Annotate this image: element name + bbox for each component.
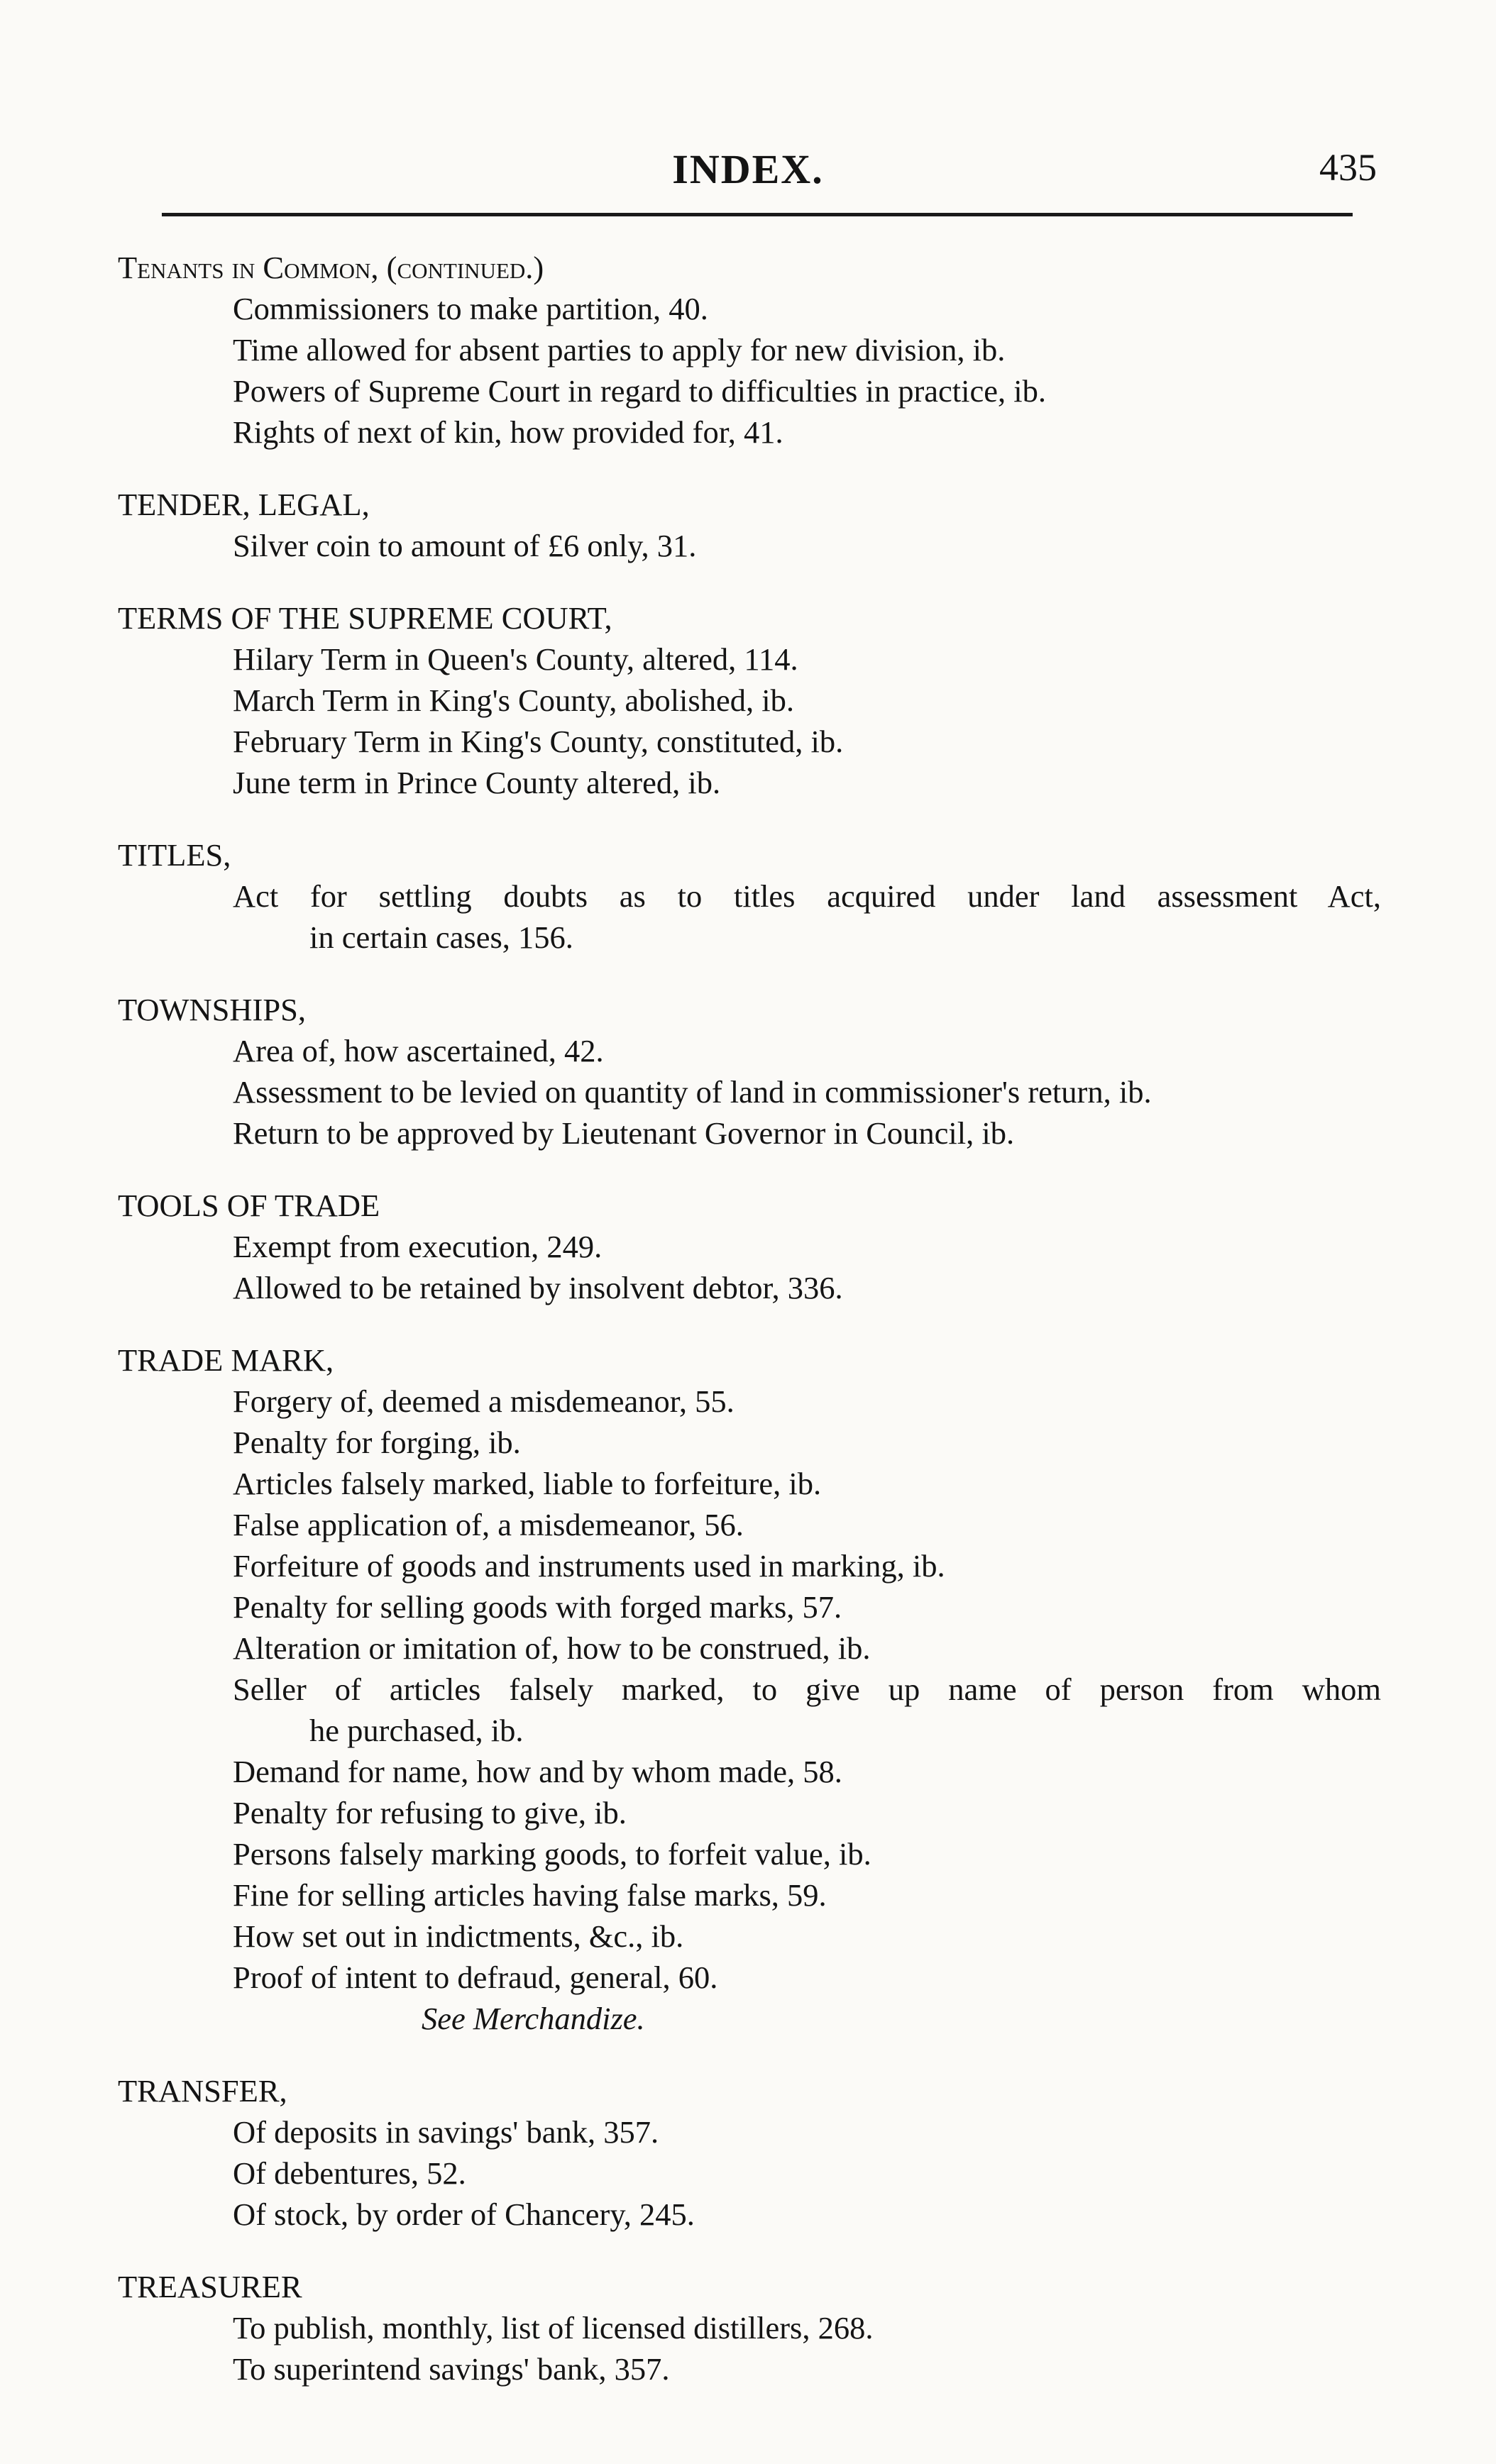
index-entry: Alteration or imitation of, how to be construed, ib. <box>233 1630 871 1666</box>
index-entry: Rights of next of kin, how provided for, 41. <box>233 414 783 450</box>
index-entry: Proof of intent to defraud, general, 60. <box>233 1960 718 1995</box>
page-title: INDEX. <box>672 146 824 192</box>
index-entry: Forfeiture of goods and instruments used in marking, ib. <box>233 1548 945 1584</box>
index-section-trade-mark <box>118 1339 1388 2039</box>
index-section-treasurer <box>118 2266 1388 2390</box>
index-entry: Assessment to be levied on quantity of land in commissioner's return, ib. <box>233 1074 1152 1110</box>
index-section-titles <box>118 834 1388 958</box>
index-entry: Penalty for refusing to give, ib. <box>233 1795 627 1830</box>
page-number: 435 <box>1319 146 1377 189</box>
index-section-tenants-in-common <box>118 247 1388 453</box>
header-rule <box>162 213 1353 216</box>
index-entry: Return to be approved by Lieutenant Governor in Council, ib. <box>233 1115 1015 1151</box>
index-entry: Area of, how ascertained, 42. <box>233 1033 604 1068</box>
section-heading: TOOLS OF TRADE <box>118 1188 380 1223</box>
index-section-terms-supreme-court <box>118 597 1388 803</box>
section-heading: TENDER, LEGAL, <box>118 487 370 522</box>
index-entry: False application of, a misdemeanor, 56. <box>233 1507 744 1542</box>
index-entry: Silver coin to amount of £6 only, 31. <box>233 528 697 563</box>
index-entry: To superintend savings' bank, 357. <box>233 2351 670 2387</box>
index-section-tender-legal <box>118 484 1388 566</box>
index-entry-continuation: he purchased, ib. <box>309 1713 524 1748</box>
index-entry: February Term in King's County, constituted, ib. <box>233 724 844 759</box>
index-entry: Fine for selling articles having false marks, 59. <box>233 1877 827 1913</box>
index-entry: Commissioners to make partition, 40. <box>233 291 708 326</box>
index-entry: Demand for name, how and by whom made, 58. <box>233 1754 842 1789</box>
index-entry: Forgery of, deemed a misdemeanor, 55. <box>233 1383 735 1419</box>
section-heading: TREASURER <box>118 2269 302 2304</box>
section-heading: TOWNSHIPS, <box>118 992 306 1027</box>
section-heading: TRANSFER, <box>118 2073 287 2109</box>
index-entry: Persons falsely marking goods, to forfeit value, ib. <box>233 1836 871 1872</box>
see-also-reference: See Merchandize. <box>422 2001 645 2036</box>
index-entry: Seller of articles falsely marked, to give up name of person from whom <box>233 1672 1381 1707</box>
index-entry: How set out in indictments, &c., ib. <box>233 1918 684 1954</box>
index-entry: Penalty for selling goods with forged marks, 57. <box>233 1589 842 1625</box>
index-section-transfer <box>118 2070 1388 2235</box>
index-entry: Time allowed for absent parties to apply for new division, ib. <box>233 332 1006 368</box>
section-heading: Tenants in Common, (continued.) <box>118 250 544 285</box>
section-heading: TRADE MARK, <box>118 1342 334 1378</box>
section-heading: TITLES, <box>118 837 231 873</box>
index-section-townships <box>118 989 1388 1154</box>
index-entry: Exempt from execution, 249. <box>233 1229 603 1264</box>
index-entry: Of deposits in savings' bank, 357. <box>233 2114 659 2150</box>
index-entry: Articles falsely marked, liable to forfeiture, ib. <box>233 1466 822 1501</box>
index-entry: Hilary Term in Queen's County, altered, 114. <box>233 641 798 677</box>
index-entry: Of stock, by order of Chancery, 245. <box>233 2197 695 2232</box>
index-entry: Powers of Supreme Court in regard to difficulties in practice, ib. <box>233 373 1047 409</box>
index-content <box>118 247 1388 2421</box>
index-entry: Penalty for forging, ib. <box>233 1425 521 1460</box>
index-entry: Allowed to be retained by insolvent debtor, 336. <box>233 1270 843 1305</box>
index-entry: June term in Prince County altered, ib. <box>233 765 721 800</box>
index-entry: March Term in King's County, abolished, ib. <box>233 683 794 718</box>
index-entry: To publish, monthly, list of licensed distillers, 268. <box>233 2310 874 2346</box>
index-entry: Act for settling doubts as to titles acquired under land assessment Act, <box>233 878 1381 914</box>
section-heading: TERMS OF THE SUPREME COURT, <box>118 600 612 636</box>
index-entry: Of debentures, 52. <box>233 2155 466 2191</box>
index-section-tools-of-trade <box>118 1185 1388 1308</box>
index-entry-continuation: in certain cases, 156. <box>309 919 573 955</box>
